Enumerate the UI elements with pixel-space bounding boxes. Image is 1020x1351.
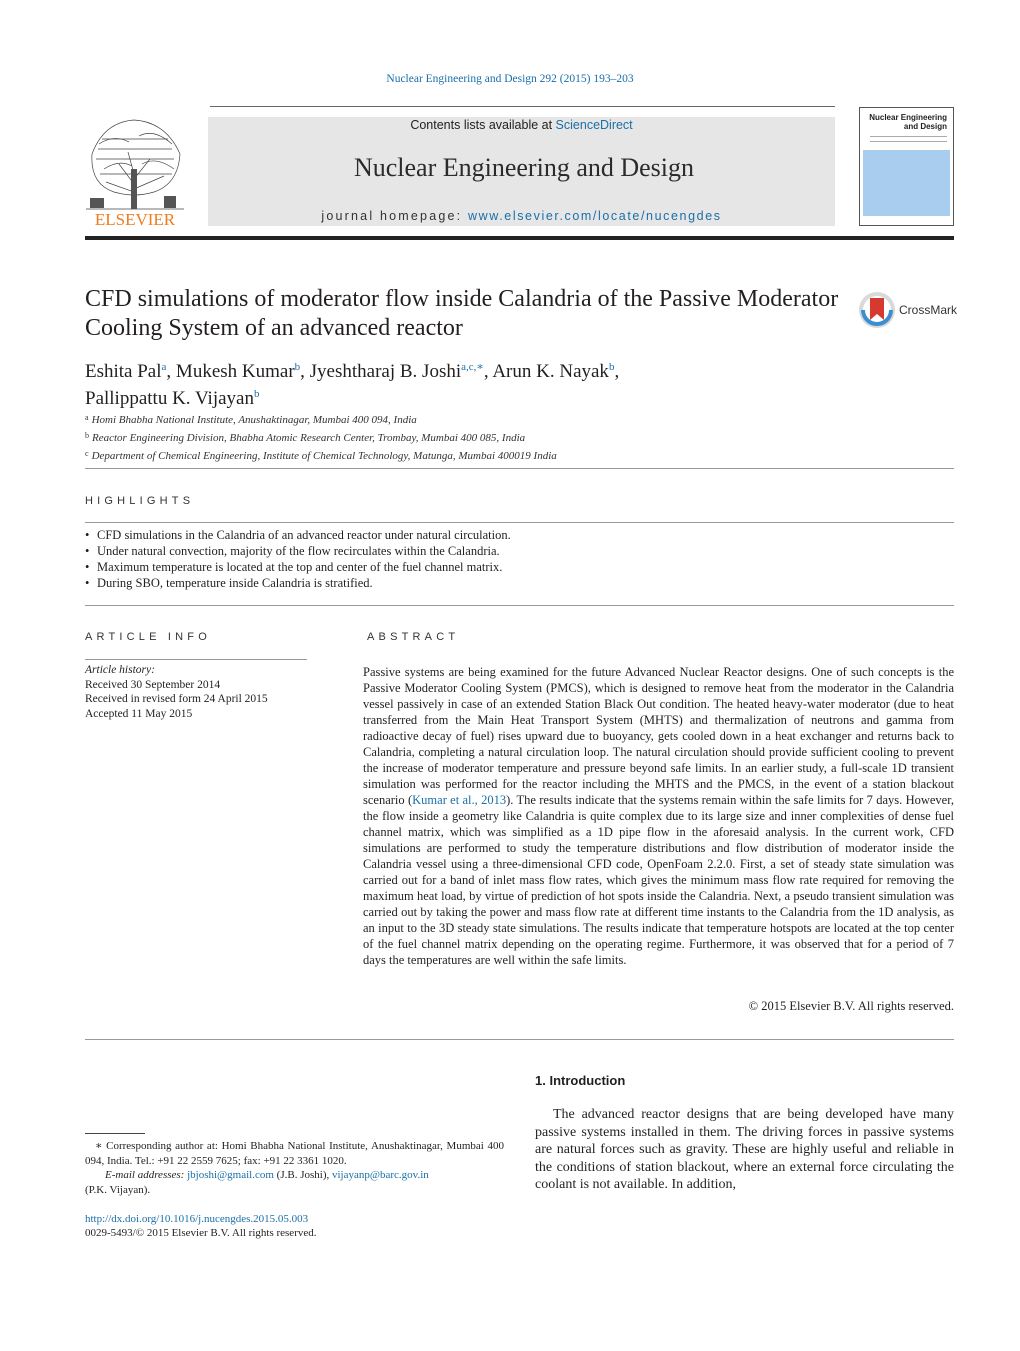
journal-cover-thumbnail[interactable] (859, 107, 954, 226)
divider (85, 1039, 954, 1040)
email-link-vijayan[interactable]: vijayanp@barc.gov.in (331, 1169, 429, 1181)
contents-line (208, 118, 835, 132)
history-label: Article history: (85, 664, 155, 676)
sciencedirect-link[interactable]: ScienceDirect (555, 118, 633, 132)
cover-title: Nuclear Engineering and Design (869, 113, 947, 131)
crossmark-icon (858, 290, 898, 330)
affiliation: $^b$ Reactor Engineering Division, Bhabha Atomic Research Center, Trombay, Mumbai 400 085, India (85, 431, 526, 444)
elsevier-tree-icon (84, 114, 186, 228)
highlight-item: • Maximum temperature is located at the top and center of the fuel channel matrix. (85, 559, 954, 575)
highlights-heading: HIGHLIGHTS (85, 495, 195, 507)
author[interactable]: Jyeshtharaj B. Joshi$^{a,c,∗}$ (309, 361, 484, 382)
divider (85, 659, 307, 660)
author[interactable]: Pallippattu K. Vijayan$^b$ (85, 388, 260, 409)
author[interactable]: Mukesh Kumar$^b$ (175, 361, 301, 382)
journal-name: Nuclear Engineering and Design (353, 153, 695, 182)
highlight-item: • Under natural convection, majority of the flow recirculates within the Calandria. (85, 543, 954, 559)
email-link-joshi[interactable]: jbjoshi@gmail.com (187, 1169, 274, 1181)
footnote-rule (85, 1133, 145, 1134)
affiliation: $^a$ Homi Bhabha National Institute, Anushaktinagar, Mumbai 400 094, India (85, 413, 417, 426)
author-list: Eshita Pal$^a$, Mukesh Kumar$^b$, Jyeshtharaj B. Joshi$^{a,c,∗}$, Arun K. Nayak$^b$, Pallippattu K. Vijayan$^b$ (85, 361, 620, 409)
top-rule (210, 106, 835, 107)
corresponding-author: ∗ Corresponding author at: Homi Bhabha National Institute, Anushaktinagar, Mumbai 400 094, India. Tel.: +91 22 2559 7625; fax: +91 22 3361 1020. (85, 1140, 504, 1167)
affiliations (85, 410, 945, 464)
affiliation: $^c$ Department of Chemical Engineering, Institute of Chemical Technology, Matunga, Mumbai 400019 India (85, 449, 557, 462)
article-history (85, 663, 310, 721)
journal-homepage (208, 209, 835, 223)
corresponding-author-footnote: ∗ Corresponding author at: Homi Bhabha National Institute, Anushaktinagar, Mumbai 400 094, India. Tel.: +91 22 2559 7625; fax: +91 22 3361 1020. E-mail addresses: jbjoshi@gmail.com (J.B. Joshi), vijayanp@barc.gov.in (P.K. Vijayan). (85, 1140, 504, 1196)
divider (85, 522, 954, 523)
elsevier-logo (84, 114, 186, 228)
elsevier-wordmark: ELSEVIER (94, 210, 176, 228)
email-owner: (P.K. Vijayan). (85, 1183, 151, 1196)
doi-link[interactable]: http://dx.doi.org/10.1016/j.nucengdes.2015.05.003 (85, 1213, 309, 1225)
highlight-item: • During SBO, temperature inside Calandria is stratified. (85, 575, 954, 591)
divider (85, 468, 954, 469)
received-date: Received 30 September 2014 (85, 678, 221, 691)
highlight-item: • CFD simulations in the Calandria of an advanced reactor under natural circulation. (85, 527, 954, 543)
crossmark-label[interactable]: CrossMark (899, 303, 958, 317)
citation-link[interactable]: Kumar et al., 2013 (412, 793, 507, 807)
homepage-link[interactable]: www.elsevier.com/locate/nucengdes (468, 209, 722, 223)
author[interactable]: Arun K. Nayak$^b$ (492, 361, 615, 382)
abstract-heading: ABSTRACT (367, 631, 460, 643)
journal-reference[interactable]: Nuclear Engineering and Design 292 (2015) 193–203 (386, 73, 634, 85)
divider (85, 605, 954, 606)
highlights-list (85, 527, 954, 591)
article-title: CFD simulations of moderator flow inside Calandria of the Passive Moderator Cooling System of an advanced reactor (85, 286, 839, 341)
accepted-date: Accepted 11 May 2015 (85, 707, 193, 720)
header-thick-rule (85, 236, 954, 240)
article-info-heading: ARTICLE INFO (85, 631, 211, 643)
introduction-paragraph: The advanced reactor designs that are being developed have many passive systems installed in them. The driving forces in passive systems are natural forces such as gravity. These are highly useful and reliable in the conditions of station blackout, where an external force circulating the coolant is not available. In addition, (535, 1107, 954, 1192)
section-heading-introduction: 1. Introduction (535, 1073, 626, 1088)
author[interactable]: Eshita Pal$^a$ (85, 361, 167, 382)
contents-prefix: Contents lists available at (410, 118, 556, 132)
issn-copyright: 0029-5493/© 2015 Elsevier B.V. All rights reserved. (85, 1227, 317, 1239)
abstract-copyright: © 2015 Elsevier B.V. All rights reserved. (748, 999, 954, 1013)
revised-date: Received in revised form 24 April 2015 (85, 693, 268, 705)
abstract-text: Passive systems are being examined for the future Advanced Nuclear Reactor designs. One of such concepts is the Passive Moderator Cooling System (PMCS), which is designed to remove heat from the moderator in the Calandria vessel passively in case of an extended Station Black Out condition. The heated heavy-water moderator (due to heat transferred from the Main Heat Transport System (MHTS) and thermalization of neutrons and gamma from radioactive decay of fuel) rises upward due to buoyancy, gets cooled down in a heat exchanger and returns back to Calandria, completing a natural circulation loop. The natural circulation should provide sufficient cooling to prevent the increase of moderator temperature and pressure beyond safe limits. In an earlier study, a full-scale 1D transient simulation was performed for the reactor including the MHTS and the PMCS, in the event of a station blackout scenario (Kumar et al., 2013). The results indicate that the systems remain within the safe limits for 7 days. However, the flow inside a geometry like Calandria is quite complex due to its large size and inner complexities of dense fuel channel matrix, which was simplified as a 1D pipe flow in the aforesaid analysis. In the current work, CFD simulations are performed to study the temperature distributions and flow distribution of moderator inside the Calandria vessel using a three-dimensional CFD code, OpenFoam 2.2.0. First, a set of steady state simulation was carried out for a band of inlet mass flow rates, which gives the minimum mass flow rate required for removing the maximum heat load, by virtue of prediction of hot spots inside the Calandria. Next, a pseudo transient simulation was carried out by taking the power and mass flow rate at different time instants to the Calandria from the 1D analysis, as an input to the 3D steady state simulations. The results indicate that temperature hotspots are located at the top center of the fuel channel matrix depending on the operating regime. Furthermore, it was observed that for a period of 7 days the temperatures are well within the safe limits. (363, 665, 955, 967)
email-label: E-mail addresses: (105, 1169, 188, 1181)
homepage-prefix: journal homepage: (321, 209, 468, 223)
